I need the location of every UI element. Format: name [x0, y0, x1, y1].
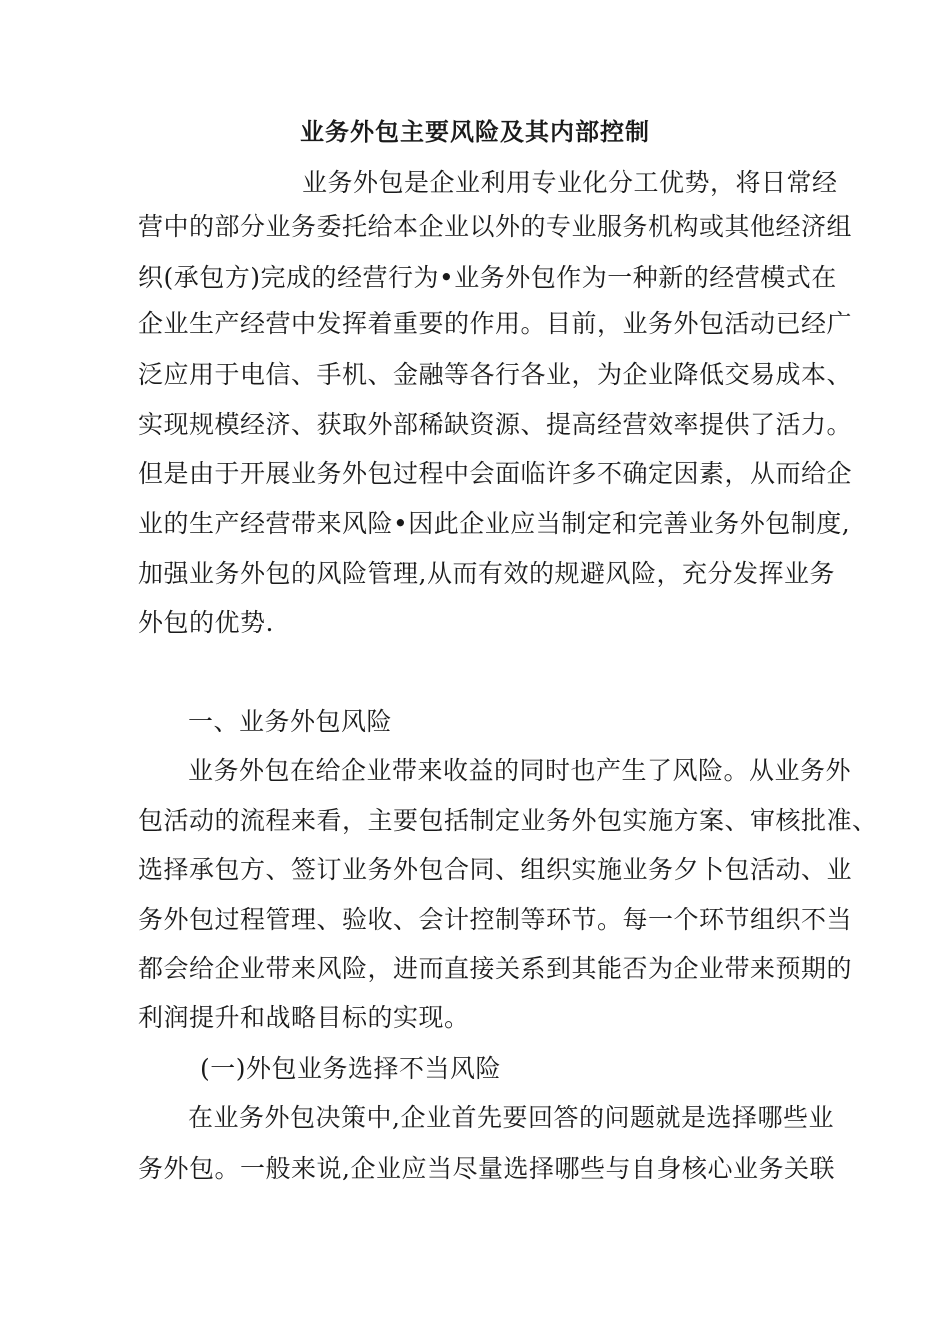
- intro-line: 泛应用于电信、手机、金融等各行各业，为企业降低交易成本、: [138, 360, 853, 389]
- intro-line: 业务外包是企业利用专业化分工优势，将日常经: [302, 168, 838, 197]
- intro-line: 业的生产经营带来风险•因此企业应当制定和完善业务外包制度,: [138, 509, 851, 538]
- intro-line: 实现规模经济、获取外部稀缺资源、提高经营效率提供了活力。: [138, 410, 853, 439]
- section-line: 业务外包在给企业带来收益的同时也产生了风险。从业务外: [188, 756, 852, 785]
- section-line: 都会给企业带来风险，进而直接关系到其能否为企业带来预期的: [138, 954, 853, 983]
- intro-line: 外包的优势.: [138, 608, 274, 637]
- subsection-line: 在业务外包决策中,企业首先要回答的问题就是选择哪些业: [188, 1103, 834, 1132]
- intro-line: 企业生产经营中发挥着重要的作用。目前，业务外包活动已经广: [138, 309, 853, 338]
- subsection-heading: (一)外包业务选择不当风险: [200, 1054, 502, 1083]
- intro-line: 织(承包方)完成的经营行为•业务外包作为一种新的经营模式在: [138, 263, 837, 292]
- intro-line: 营中的部分业务委托给本企业以外的专业服务机构或其他经济组: [138, 212, 853, 241]
- subsection-line: 务外包。一般来说,企业应当尽量选择哪些与自身核心业务关联: [138, 1154, 835, 1183]
- document-title: 业务外包主要风险及其内部控制: [300, 117, 650, 146]
- section-heading: 一、业务外包风险: [188, 707, 393, 736]
- section-line: 务外包过程管理、验收、会计控制等环节。每一个环节组织不当: [138, 905, 853, 934]
- intro-line: 但是由于开展业务外包过程中会面临许多不确定因素，从而给企: [138, 459, 853, 488]
- section-line: 利润提升和战略目标的实现。: [138, 1003, 470, 1032]
- intro-line: 加强业务外包的风险管理,从而有效的规避风险，充分发挥业务: [138, 559, 835, 588]
- section-line: 包活动的流程来看，主要包括制定业务外包实施方案、审核批准、: [138, 806, 878, 835]
- section-line: 选择承包方、签订业务外包合同、组织实施业务夕卜包活动、业: [138, 855, 853, 884]
